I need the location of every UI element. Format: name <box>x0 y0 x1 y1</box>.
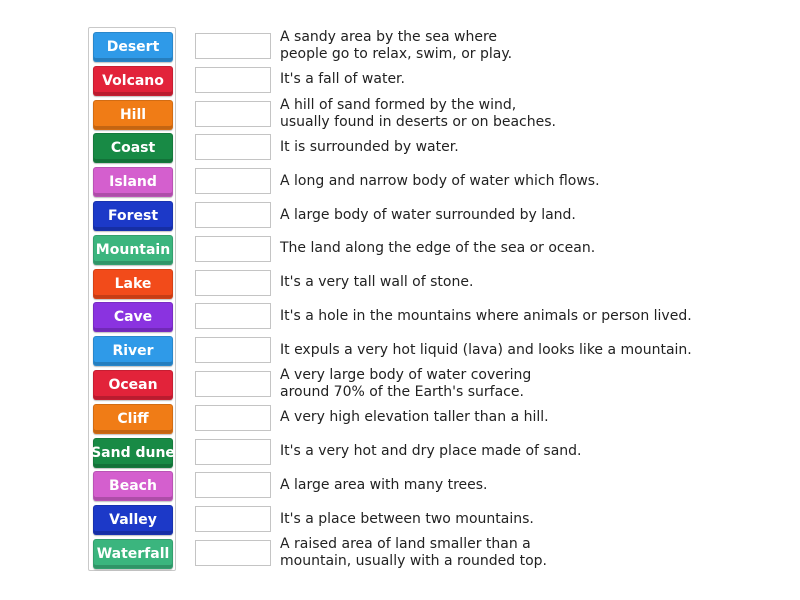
definition-row <box>195 234 595 264</box>
definition-row <box>195 31 512 61</box>
definition-text: The land along the edge of the sea or ocean. <box>280 240 596 257</box>
answer-drop-box[interactable] <box>195 405 271 431</box>
answer-drop-box[interactable] <box>195 303 271 329</box>
word-tile-cliff[interactable]: Cliff <box>93 404 173 434</box>
answer-drop-box[interactable] <box>195 540 271 566</box>
definition-row <box>195 301 692 331</box>
definition-text: A sandy area by the sea where people go to relax, swim, or play. <box>280 29 513 62</box>
answer-drop-box[interactable] <box>195 236 271 262</box>
definition-row <box>195 470 488 500</box>
answer-drop-box[interactable] <box>195 270 271 296</box>
definition-row <box>195 437 582 467</box>
definition-row <box>195 132 459 162</box>
definition-text: A hill of sand formed by the wind, usually found in deserts or on beaches. <box>280 96 556 130</box>
definition-text: It expuls a very hot liquid (lava) and looks like a mountain. <box>280 341 692 358</box>
answer-drop-box[interactable] <box>195 67 271 93</box>
definition-text: It's a fall of water. <box>280 71 405 88</box>
answer-drop-box[interactable] <box>195 371 271 397</box>
definition-text: A very large body of water covering around 70% of the Earth's surface. <box>280 367 532 400</box>
answer-drop-box[interactable] <box>195 337 271 363</box>
word-tile-ocean[interactable]: Ocean <box>93 370 173 400</box>
answer-drop-box[interactable] <box>195 202 271 228</box>
word-tile-forest[interactable]: Forest <box>93 201 173 231</box>
answer-drop-box[interactable] <box>195 134 271 160</box>
definition-text: It's a place between two mountains. <box>280 510 534 527</box>
answer-drop-box[interactable] <box>195 472 271 498</box>
word-tile-sand-dune[interactable]: Sand dune <box>93 438 173 468</box>
word-tile-hill[interactable]: Hill <box>93 100 173 130</box>
answer-drop-box[interactable] <box>195 33 271 59</box>
word-tile-tray <box>88 27 176 571</box>
definition-text: A long and narrow body of water which flows. <box>280 172 600 189</box>
definition-row <box>195 65 405 95</box>
definition-text: A large area with many trees. <box>280 476 488 493</box>
word-tile-beach[interactable]: Beach <box>93 471 173 501</box>
definition-text: It is surrounded by water. <box>280 138 459 155</box>
word-tile-valley[interactable]: Valley <box>93 505 173 535</box>
word-tile-island[interactable]: Island <box>93 167 173 197</box>
definition-text: A raised area of land smaller than a mountain, usually with a rounded top. <box>280 536 547 569</box>
definition-row <box>195 200 576 230</box>
answer-drop-box[interactable] <box>195 101 271 127</box>
definition-text: A large body of water surrounded by land. <box>280 206 576 223</box>
definition-row <box>195 268 473 298</box>
word-tile-river[interactable]: River <box>93 336 173 366</box>
answer-drop-box[interactable] <box>195 506 271 532</box>
word-tile-waterfall[interactable]: Waterfall <box>93 539 173 569</box>
definition-text: A very high elevation taller than a hill. <box>280 409 549 426</box>
definition-text: It's a hole in the mountains where animals or person lived. <box>280 307 692 324</box>
answer-drop-box[interactable] <box>195 439 271 465</box>
definition-text: It's a very tall wall of stone. <box>280 274 474 291</box>
word-tile-coast[interactable]: Coast <box>93 133 173 163</box>
word-tile-mountain[interactable]: Mountain <box>93 235 173 265</box>
definition-row <box>195 166 600 196</box>
word-tile-desert[interactable]: Desert <box>93 32 173 62</box>
word-tile-lake[interactable]: Lake <box>93 269 173 299</box>
definition-text: It's a very hot and dry place made of sand. <box>280 443 582 460</box>
definition-row <box>195 403 549 433</box>
definition-row <box>195 96 556 130</box>
word-tile-cave[interactable]: Cave <box>93 302 173 332</box>
definition-row <box>195 538 547 568</box>
word-tile-volcano[interactable]: Volcano <box>93 66 173 96</box>
definition-row <box>195 504 534 534</box>
definition-row <box>195 369 531 399</box>
answer-drop-box[interactable] <box>195 168 271 194</box>
definition-row <box>195 335 692 365</box>
